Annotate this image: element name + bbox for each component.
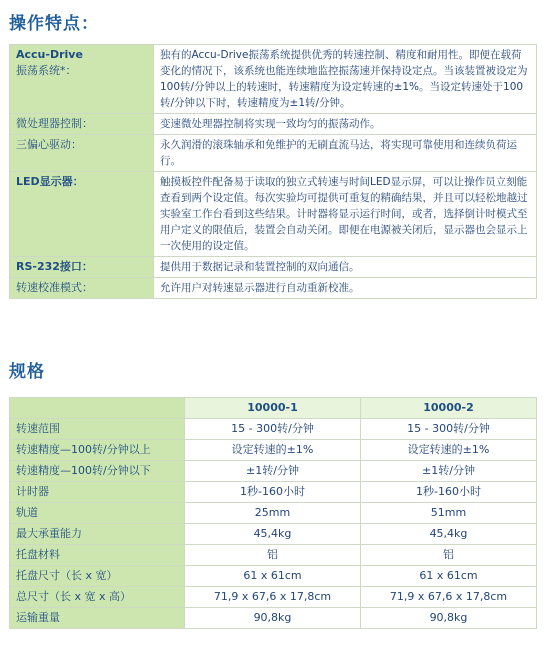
spec-value: ±1转/分钟 [361,461,537,482]
spec-row [10,482,537,503]
spec-value: 71,9 x 67,6 x 17,8cm [361,587,537,608]
spec-row [10,587,537,608]
spec-value: 1秒-160小时 [185,482,361,503]
feature-desc: 允许用户对转速显示器进行自动重新校准。 [154,278,537,299]
spec-value: 61 x 61cm [185,566,361,587]
spec-label: 转速范围 [10,419,185,440]
spec-label: 托盘尺寸（长 x 宽） [10,566,185,587]
spec-label: 最大承重能力 [10,524,185,545]
spec-label: 转速精度—100转/分钟以下 [10,461,185,482]
spec-row [10,419,537,440]
feature-row [10,172,537,257]
feature-row [10,257,537,278]
spec-value: ±1转/分钟 [185,461,361,482]
feature-desc: 永久润滑的滚珠轴承和免维护的无刷直流马达，将实现可靠使用和连续负荷运行。 [154,135,537,172]
spec-label: 总尺寸（长 x 宽 x 高） [10,587,185,608]
specs-table [9,397,537,629]
spec-value: 51mm [361,503,537,524]
specs-corner-cell [10,398,185,419]
specs-header-row [10,398,537,419]
spec-value: 15 - 300转/分钟 [185,419,361,440]
features-title: 操作特点： [9,14,99,34]
spec-label: 托盘材料 [10,545,185,566]
spec-value: 铝 [185,545,361,566]
spec-row [10,566,537,587]
spec-row [10,608,537,629]
spec-value: 25mm [185,503,361,524]
feature-desc: 提供用于数据记录和装置控制的双向通信。 [154,257,537,278]
spec-value: 铝 [361,545,537,566]
spec-value: 90,8kg [361,608,537,629]
specs-column-header: 10000-2 [361,398,537,419]
spec-label: 运输重量 [10,608,185,629]
spec-row [10,524,537,545]
features-table [9,44,537,299]
spec-value: 45,4kg [361,524,537,545]
feature-desc: 变速微处理器控制将实现一致均匀的振荡动作。 [154,114,537,135]
feature-label: 三偏心驱动： [10,135,154,172]
feature-row [10,114,537,135]
feature-desc: 独有的Accu-Drive振荡系统提供优秀的转速控制、精度和耐用性。即便在载荷变化的情况下，该系统也能连续地监控振荡速并保持设定点。当该装置被设定为100转/分钟以上的转速时，转速精度为设定转速的±1%。当设定转速处于100转/分钟以下时，转速精度为±1转/分钟。 [154,45,537,114]
feature-row [10,135,537,172]
feature-row [10,278,537,299]
feature-label: LED显示器： [10,172,154,257]
spec-value: 设定转速的±1% [361,440,537,461]
spec-row [10,440,537,461]
spec-value: 1秒-160小时 [361,482,537,503]
spec-label: 计时器 [10,482,185,503]
specs-column-header: 10000-1 [185,398,361,419]
spec-value: 设定转速的±1% [185,440,361,461]
feature-label: RS-232接口： [10,257,154,278]
spec-row [10,461,537,482]
spec-value: 71,9 x 67,6 x 17,8cm [185,587,361,608]
spec-value: 45,4kg [185,524,361,545]
specs-title: 规格 [9,362,45,382]
spec-value: 15 - 300转/分钟 [361,419,537,440]
spec-label: 转速精度—100转/分钟以上 [10,440,185,461]
feature-label: 微处理器控制： [10,114,154,135]
spec-row [10,503,537,524]
feature-label: 转速校准模式： [10,278,154,299]
feature-label: Accu-Drive 振荡系统*： [10,45,154,114]
spec-value: 90,8kg [185,608,361,629]
spec-value: 61 x 61cm [361,566,537,587]
feature-desc: 触摸板控件配备易于读取的独立式转速与时间LED显示屏，可以让操作员立刻能查看到两个设定值。每次实验均可提供可重复的精确结果，并且可以轻松地越过实验室工作台看到这些结果。计时器将显示运行时间，或者，选择倒计时模式至用户定义的限值后，装置会自动关闭。即便在电源被关闭后，显示器也会显示上一次使用的设定值。 [154,172,537,257]
feature-row [10,45,537,114]
spec-row [10,545,537,566]
spec-label: 轨道 [10,503,185,524]
